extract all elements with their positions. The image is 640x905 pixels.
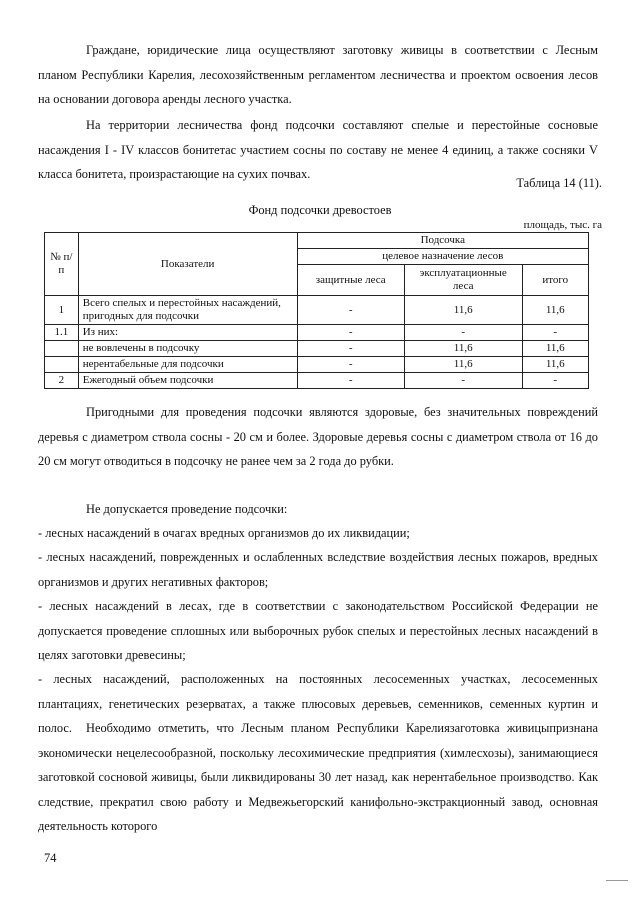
row-protective: - [297, 296, 404, 325]
paragraph-3: Пригодными для проведения подсочки являются здоровые, без значительных повреждений деревья с диаметром ствола сосны - 20 см и более. Здоровые деревья сосны с диаметром ствола от 16 до 20 см могут отводиться в подсочку не ранее чем за 2 года до рубки. [38, 405, 598, 468]
bullet-1: - лесных насаждений в очагах вредных организмов до их ликвидации; [38, 526, 410, 540]
bullet-3: - лесных насаждений в лесах, где в соответствии с законодательством Российской Федерации не допускается проведение сплошных или выборочных рубок спелых и перестойных лесных насаждений в целях заготовки древесины; [38, 599, 598, 662]
table-reference: Таблица 14 (11). [516, 176, 602, 190]
header-total: итого [522, 265, 589, 296]
table-units: площадь, тыс. га [523, 219, 602, 231]
row-number [45, 357, 79, 373]
table-title: Фонд подсочки древостоев [248, 203, 392, 217]
row-operational: - [404, 373, 522, 389]
header-number: № п/п [45, 233, 79, 296]
paragraph-5: Необходимо отметить, что Лесным планом Республики Карелиязаготовка живицыпризнана экономически нецелесообразной, поскольку лесохимические предприятия (химлесхозы), занимающиеся заготовкой сосновой живицы, были ликвидированы 30 лет назад, как нерентабельное производство. Как следствие, прекратил свою работу и Медвежьегорский канифольно-экстракционный завод, основная деятельность которого [38, 721, 598, 833]
header-purpose: целевое назначение лесов [297, 249, 588, 265]
row-operational: - [404, 325, 522, 341]
scan-mark [606, 880, 628, 881]
row-total: - [522, 373, 589, 389]
row-number: 1 [45, 296, 79, 325]
paragraph-2: На территории лесничества фонд подсочки составляют спелые и перестойные сосновые насаждения I - IV классов бонитетас участием сосны по составу не менее 4 единиц, а также сосняки V класса бонитета, произрастающие на сухих почвах. [38, 118, 598, 181]
table-row [45, 357, 589, 373]
page-number: 74 [44, 851, 57, 865]
paragraph-4: Не допускается проведение подсочки: [86, 502, 288, 516]
row-indicator: Ежегодный объем подсочки [78, 373, 297, 389]
table-row [45, 373, 589, 389]
row-indicator: Из них: [78, 325, 297, 341]
table-row [45, 296, 589, 325]
header-protective: защитные леса [297, 265, 404, 296]
row-operational: 11,6 [404, 357, 522, 373]
paragraph-1: Граждане, юридические лица осуществляют заготовку живицы в соответствии с Лесным планом Республики Карелия, лесохозяйственным регламентом лесничества и проектом освоения лесов на основании договора аренды лесного участка. [38, 43, 598, 106]
row-total: 11,6 [522, 357, 589, 373]
row-protective: - [297, 325, 404, 341]
header-indicators: Показатели [78, 233, 297, 296]
row-indicator: нерентабельные для подсочки [78, 357, 297, 373]
row-operational: 11,6 [404, 296, 522, 325]
row-total: 11,6 [522, 341, 589, 357]
forest-tapping-table [44, 232, 589, 389]
row-indicator: Всего спелых и перестойных насаждений, пригодных для подсочки [78, 296, 297, 325]
table-row [45, 325, 589, 341]
row-operational: 11,6 [404, 341, 522, 357]
table-row [45, 341, 589, 357]
row-number: 2 [45, 373, 79, 389]
row-total: - [522, 325, 589, 341]
row-number: 1.1 [45, 325, 79, 341]
header-operational: эксплуатационные леса [404, 265, 522, 296]
bullet-4: - лесных насаждений, расположенных на постоянных лесосеменных участках, лесосеменных плантациях, генетических резерватах, а также плюсовых деревьев, семенников, семенных куртин и полос. [38, 672, 598, 735]
row-protective: - [297, 357, 404, 373]
row-number [45, 341, 79, 357]
header-tapping: Подсочка [297, 233, 588, 249]
row-protective: - [297, 341, 404, 357]
bullet-2: - лесных насаждений, поврежденных и ослабленных вследствие воздействия лесных пожаров, вредных организмов и других негативных факторов; [38, 550, 598, 589]
row-indicator: не вовлечены в подсочку [78, 341, 297, 357]
row-total: 11,6 [522, 296, 589, 325]
row-protective: - [297, 373, 404, 389]
